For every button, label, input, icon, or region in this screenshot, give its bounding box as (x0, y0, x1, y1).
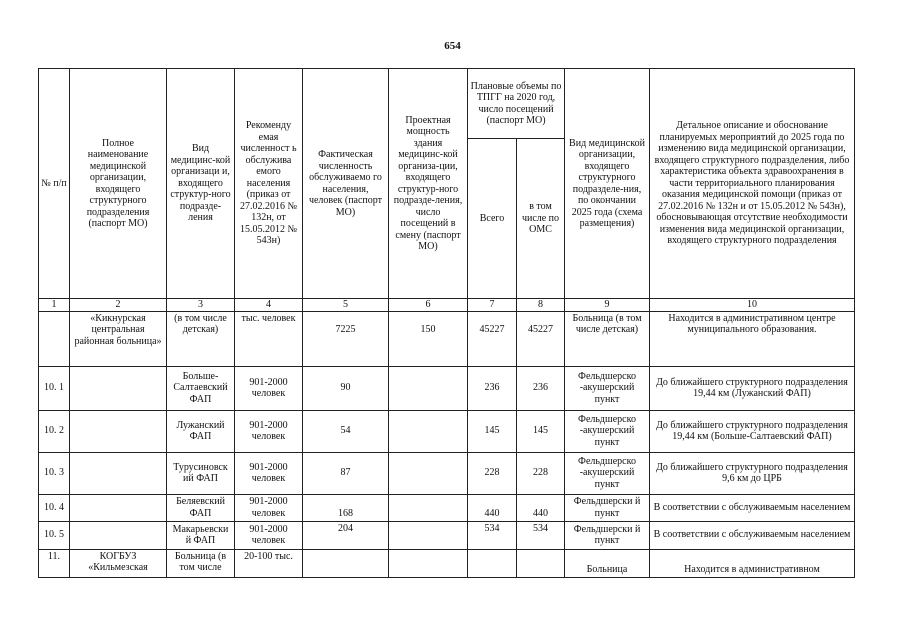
row-oms: 236 (517, 366, 565, 410)
row-description: Находится в административном (650, 549, 855, 577)
row-kind: Больше-Салтаевский ФАП (167, 366, 235, 410)
header-kind-2025: Вид медицинской организации, входящего структурного подразделе-ния, по окончании 2025 года (схема размещения) (565, 69, 650, 299)
row-name (70, 410, 167, 452)
column-number: 7 (468, 299, 517, 312)
row-total (468, 549, 517, 577)
row-description: До ближайшего структурного подразделения 19,44 км (Больше-Салтаевский ФАП) (650, 410, 855, 452)
row-kind: Беляевский ФАП (167, 494, 235, 521)
row-actual: 168 (303, 494, 389, 521)
row-oms: 228 (517, 452, 565, 494)
row-kind: Больница (в том числе (167, 549, 235, 577)
header-description: Детальное описание и обоснование планируемых мероприятий до 2025 года по изменению вида медицинской организации, входящего структурного подразделения, либо характеристика объекта здравоохранения в части территориального планирования оказания медицинской помощи (приказ от 27.02.2016 № 132н и от 15.05.2012 № 543н), обосновывающая отсутствие необходимости изменения вида медицинской организации, входящего структурного подразделения (650, 69, 855, 299)
row-name: КОГБУЗ «Кильмезская (70, 549, 167, 577)
row-kind: Макарьевски й ФАП (167, 521, 235, 549)
table-row (39, 549, 855, 577)
column-number: 9 (565, 299, 650, 312)
row-recommended: 20-100 тыс. (235, 549, 303, 577)
row-recommended: 901-2000 человек (235, 452, 303, 494)
row-capacity (389, 521, 468, 549)
table-row (39, 410, 855, 452)
row-kind-2025: Фельдшерски й пункт (565, 521, 650, 549)
row-actual: 87 (303, 452, 389, 494)
header-num: № п/п (39, 69, 70, 299)
column-number: 8 (517, 299, 565, 312)
header-oms: в том числе по ОМС (517, 139, 565, 299)
row-num: 10. 5 (39, 521, 70, 549)
header-actual: Фактическая численность обслуживаемо го населения, человек (паспорт МО) (303, 69, 389, 299)
row-capacity (389, 494, 468, 521)
row-name (70, 521, 167, 549)
row-num: 10. 1 (39, 366, 70, 410)
header-name: Полное наименование медицинской организации, входящего структурного подразделения (паспорт МО) (70, 69, 167, 299)
column-number: 1 (39, 299, 70, 312)
row-kind: Турусиновск ий ФАП (167, 452, 235, 494)
table-row (39, 521, 855, 549)
row-actual (303, 549, 389, 577)
row-recommended: 901-2000 человек (235, 366, 303, 410)
header-recommended: Рекоменду емая численност ь обслужива емого населения (приказ от 27.02.2016 № 132н, от 15.05.2012 № 543н) (235, 69, 303, 299)
header-kind: Вид медицинс-кой организаци и, входящего структур-ного подразде-ления (167, 69, 235, 299)
column-number: 3 (167, 299, 235, 312)
row-name (70, 494, 167, 521)
row-description: В соответствии с обслуживаемым населением (650, 521, 855, 549)
row-capacity (389, 549, 468, 577)
column-number: 2 (70, 299, 167, 312)
row-num: 10. 4 (39, 494, 70, 521)
row-num: 11. (39, 549, 70, 577)
row-actual: 90 (303, 366, 389, 410)
row-name (70, 366, 167, 410)
row-num: 10. 2 (39, 410, 70, 452)
row-total: 45227 (468, 311, 517, 366)
row-actual: 54 (303, 410, 389, 452)
row-kind-2025: Больница (в том числе детская) (565, 311, 650, 366)
page-number: 654 (444, 40, 461, 52)
row-actual: 7225 (303, 311, 389, 366)
row-description: До ближайшего структурного подразделения 9,6 км до ЦРБ (650, 452, 855, 494)
organizations-table (38, 68, 855, 578)
table-row (39, 494, 855, 521)
table-row (39, 452, 855, 494)
row-kind: Лужанский ФАП (167, 410, 235, 452)
row-recommended: 901-2000 человек (235, 521, 303, 549)
header-planned-volumes: Плановые объемы по ТПГГ на 2020 год, число посещений (паспорт МО) (468, 69, 565, 139)
header-capacity: Проектная мощность здания медицинс-кой организа-ции, входящего структур-ного подразде-ления, число посещений в смену (паспорт МО) (389, 69, 468, 299)
header-row-1 (39, 69, 855, 139)
column-number: 10 (650, 299, 855, 312)
header-total: Всего (468, 139, 517, 299)
row-num (39, 311, 70, 366)
row-capacity (389, 410, 468, 452)
row-kind-2025: Фельдшерско -акушерский пункт (565, 452, 650, 494)
table-row (39, 311, 855, 366)
row-description: Находится в административном центре муниципального образования. (650, 311, 855, 366)
row-total: 440 (468, 494, 517, 521)
row-recommended: 901-2000 человек (235, 494, 303, 521)
row-kind-2025: Больница (565, 549, 650, 577)
row-name: «Кикнурская центральная районная больница» (70, 311, 167, 366)
row-capacity (389, 366, 468, 410)
row-recommended: 901-2000 человек (235, 410, 303, 452)
row-description: В соответствии с обслуживаемым населением (650, 494, 855, 521)
column-numbers-row (39, 299, 855, 312)
row-description: До ближайшего структурного подразделения 19,44 км (Лужанский ФАП) (650, 366, 855, 410)
column-number: 5 (303, 299, 389, 312)
row-total: 228 (468, 452, 517, 494)
row-oms: 145 (517, 410, 565, 452)
row-total: 534 (468, 521, 517, 549)
row-kind: (в том числе детская) (167, 311, 235, 366)
row-oms: 440 (517, 494, 565, 521)
row-oms: 534 (517, 521, 565, 549)
column-number: 6 (389, 299, 468, 312)
row-total: 145 (468, 410, 517, 452)
row-num: 10. 3 (39, 452, 70, 494)
row-recommended: тыс. человек (235, 311, 303, 366)
row-capacity: 150 (389, 311, 468, 366)
row-oms (517, 549, 565, 577)
table-row (39, 366, 855, 410)
row-kind-2025: Фельдшерско -акушерский пункт (565, 366, 650, 410)
row-kind-2025: Фельдшерски й пункт (565, 494, 650, 521)
row-name (70, 452, 167, 494)
row-total: 236 (468, 366, 517, 410)
row-kind-2025: Фельдшерско -акушерский пункт (565, 410, 650, 452)
column-number: 4 (235, 299, 303, 312)
row-capacity (389, 452, 468, 494)
row-actual: 204 (303, 521, 389, 549)
row-oms: 45227 (517, 311, 565, 366)
